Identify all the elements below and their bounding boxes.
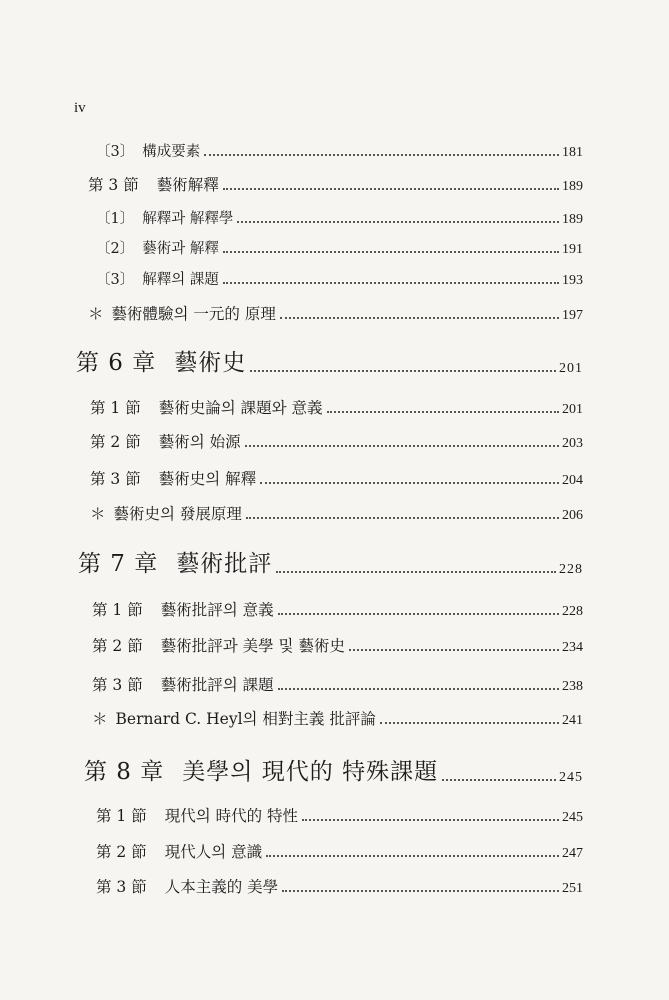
- entry-number: 〔2〕: [96, 241, 135, 257]
- entry-page: 251: [562, 881, 583, 896]
- entry-label: [92, 598, 274, 620]
- entry-label: [90, 430, 241, 452]
- dot-leader: [380, 722, 559, 724]
- entry-title: Bernard C. Heyl의 相對主義 批評論: [115, 710, 376, 728]
- toc-entry: [96, 140, 583, 161]
- entry-title: 藝術史의 發展原理: [113, 505, 242, 523]
- dot-leader: [245, 445, 559, 447]
- toc-entry: [90, 502, 583, 524]
- entry-number: 第 3 節: [90, 470, 141, 488]
- dot-leader: [246, 517, 559, 519]
- entry-label: [96, 237, 219, 258]
- entry-number: 第 2 節: [96, 843, 147, 861]
- toc-entry: [92, 634, 583, 656]
- dot-leader: [276, 571, 556, 573]
- dot-leader: [237, 221, 559, 223]
- entry-label: [96, 207, 233, 228]
- entry-label: [90, 396, 323, 418]
- toc-entry: [96, 207, 583, 228]
- dot-leader: [282, 890, 559, 892]
- entry-title: 藝術史의 解釋: [158, 470, 257, 488]
- dot-leader: [327, 411, 559, 413]
- entry-number: 第 3 節: [88, 176, 139, 194]
- entry-page: 204: [562, 473, 583, 488]
- entry-page: 206: [562, 508, 583, 523]
- entry-number: 第 1 節: [90, 399, 141, 417]
- dot-leader: [278, 688, 559, 690]
- entry-number: ＊: [92, 710, 108, 728]
- entry-page: 234: [562, 640, 583, 655]
- entry-number: 第 3 節: [92, 676, 143, 694]
- dot-leader: [260, 482, 559, 484]
- entry-title: 解釋과 解釋學: [142, 211, 234, 227]
- toc-entry: [96, 875, 583, 897]
- entry-title: 美學의 現代的 特殊課題: [182, 759, 439, 785]
- dot-leader: [223, 282, 559, 284]
- dot-leader: [223, 188, 559, 190]
- entry-page: 189: [562, 179, 583, 194]
- entry-label: [96, 140, 200, 161]
- dot-leader: [442, 779, 556, 781]
- toc-entry: [90, 467, 583, 489]
- entry-number: 〔1〕: [96, 211, 135, 227]
- entry-number: 第 7 章: [78, 551, 159, 577]
- entry-page: 247: [562, 846, 583, 861]
- entry-label: [84, 753, 438, 786]
- dot-leader: [302, 819, 559, 821]
- toc-entry: [96, 840, 583, 862]
- toc-entry: [96, 237, 583, 258]
- entry-page: 189: [562, 212, 583, 227]
- toc-entry: [92, 598, 583, 620]
- page-number: iv: [74, 100, 86, 116]
- entry-label: [96, 840, 262, 862]
- entry-number: 第 3 節: [96, 878, 147, 896]
- entry-number: 〔3〕: [96, 272, 135, 288]
- entry-page: 191: [562, 242, 583, 257]
- entry-number: 第 6 章: [76, 350, 157, 376]
- entry-label: [88, 173, 219, 195]
- entry-page: 241: [562, 713, 583, 728]
- entry-number: ＊: [90, 505, 106, 523]
- entry-page: 245: [559, 770, 583, 785]
- entry-title: 藝術解釋: [156, 176, 219, 194]
- entry-page: 181: [562, 145, 583, 160]
- entry-page: 197: [562, 308, 583, 323]
- dot-leader: [223, 251, 559, 253]
- toc-entry: [88, 302, 583, 324]
- entry-title: 解釋의 課題: [142, 272, 219, 288]
- entry-label: [92, 673, 274, 695]
- toc-entry: [92, 673, 583, 695]
- entry-title: 現代人의 意識: [164, 843, 263, 861]
- entry-label: [96, 804, 298, 826]
- entry-page: 228: [562, 604, 583, 619]
- entry-title: 藝術史: [174, 350, 247, 376]
- entry-label: [96, 268, 219, 289]
- toc-entry: [90, 396, 583, 418]
- toc-entry: [96, 268, 583, 289]
- entry-page: 245: [562, 810, 583, 825]
- entry-label: [92, 707, 376, 729]
- entry-title: 藝術과 解釋: [142, 241, 219, 257]
- dot-leader: [250, 370, 556, 372]
- entry-number: 第 8 章: [84, 759, 165, 785]
- entry-title: 藝術批評의 意義: [160, 601, 274, 619]
- entry-label: [90, 502, 242, 524]
- entry-label: [76, 344, 246, 377]
- entry-title: 藝術批評의 課題: [160, 676, 274, 694]
- toc-entry: [88, 173, 583, 195]
- entry-label: [90, 467, 256, 489]
- entry-page: 201: [559, 361, 583, 376]
- entry-page: 203: [562, 436, 583, 451]
- entry-title: 藝術史論의 課題와 意義: [158, 399, 323, 417]
- entry-number: ＊: [88, 305, 104, 323]
- entry-title: 藝術批評과 美學 및 藝術史: [160, 637, 345, 655]
- entry-number: 第 1 節: [92, 601, 143, 619]
- toc-chapter: [84, 753, 583, 786]
- entry-page: 193: [562, 273, 583, 288]
- entry-number: 第 1 節: [96, 807, 147, 825]
- entry-title: 人本主義的 美學: [164, 878, 279, 896]
- dot-leader: [278, 613, 559, 615]
- toc-entry: [90, 430, 583, 452]
- entry-page: 238: [562, 679, 583, 694]
- entry-page: 228: [559, 562, 583, 577]
- dot-leader: [204, 154, 559, 156]
- entry-number: 〔3〕: [96, 144, 135, 160]
- toc-chapter: [76, 344, 583, 377]
- dot-leader: [280, 317, 559, 319]
- entry-label: [78, 545, 272, 578]
- entry-page: 201: [562, 402, 583, 417]
- toc-entry: [92, 707, 583, 729]
- entry-title: 藝術體驗의 一元的 原理: [111, 305, 276, 323]
- entry-title: 藝術의 始源: [158, 433, 241, 451]
- entry-label: [96, 875, 278, 897]
- toc-entry: [96, 804, 583, 826]
- entry-label: [88, 302, 276, 324]
- entry-label: [92, 634, 345, 656]
- dot-leader: [266, 855, 559, 857]
- toc-chapter: [78, 545, 583, 578]
- entry-number: 第 2 節: [92, 637, 143, 655]
- entry-title: 現代의 時代的 特性: [164, 807, 299, 825]
- entry-title: 藝術批評: [176, 551, 273, 577]
- dot-leader: [349, 649, 559, 651]
- entry-number: 第 2 節: [90, 433, 141, 451]
- entry-title: 構成要素: [142, 144, 201, 160]
